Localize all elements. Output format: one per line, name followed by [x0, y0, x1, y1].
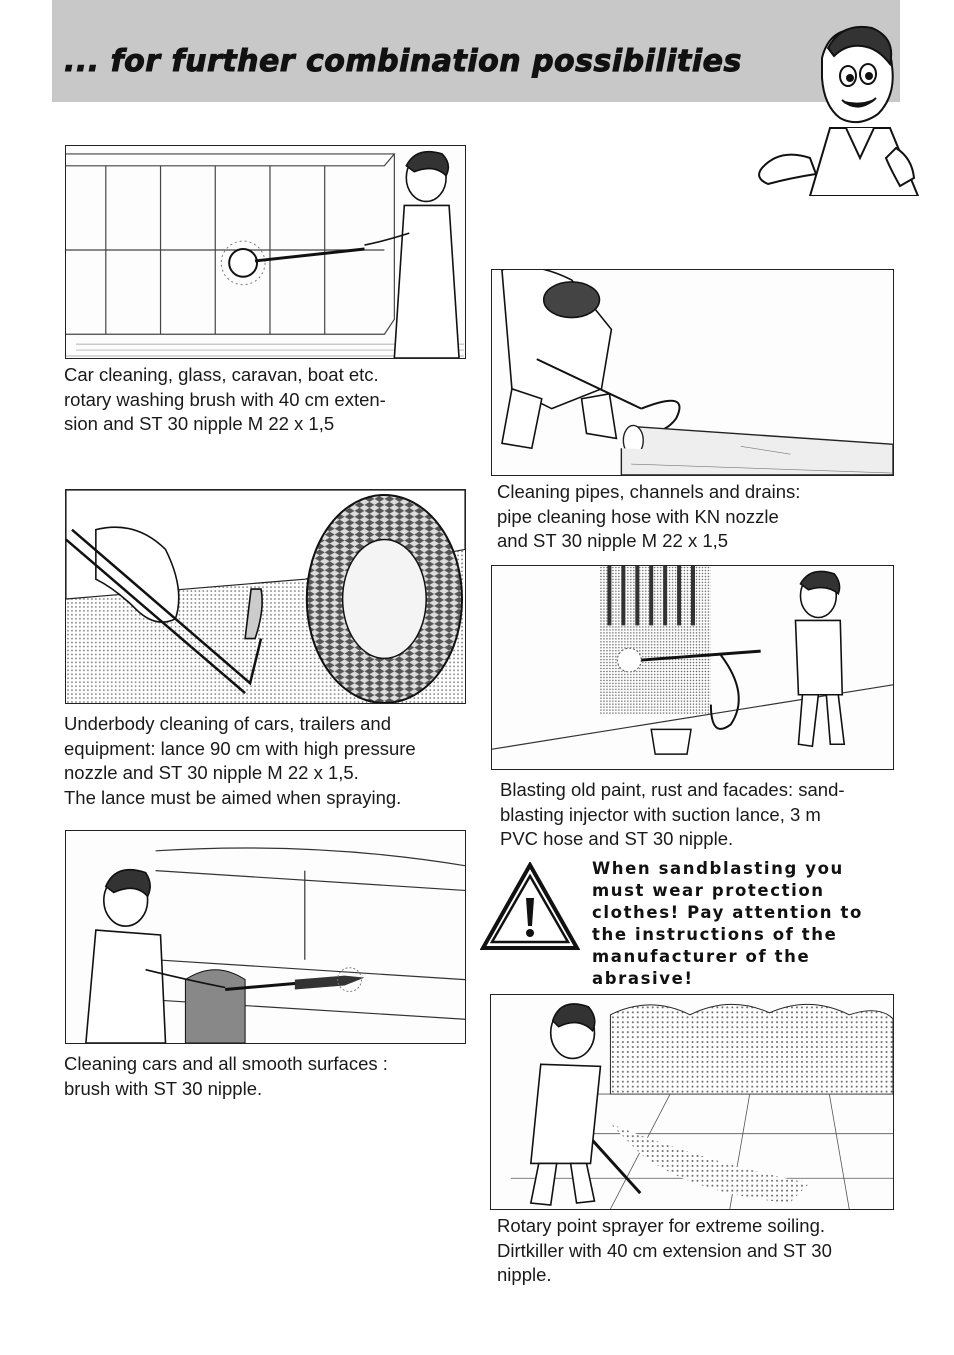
illustration-rotary-point-sprayer	[490, 994, 894, 1210]
illustration-sandblasting	[491, 565, 894, 770]
warning-text: When sandblasting you must wear protection clothes! Pay attention to the instructions of the manufacturer of the abrasive!	[592, 859, 863, 988]
caption-underbody-lance: Underbody cleaning of cars, trailers and equipment: lance 90 cm with high pressure nozzle and ST 30 nipple M 22 x 1,5. The lance must be aimed when spraying.	[64, 713, 416, 808]
caption-sandblasting: Blasting old paint, rust and facades: sand- blasting injector with suction lance, 3 m PVC hose and ST 30 nipple.	[500, 779, 845, 849]
caption-pipe-cleaning: Cleaning pipes, channels and drains: pipe cleaning hose with KN nozzle and ST 30 nipple M 22 x 1,5	[497, 481, 801, 551]
illustration-brush-smooth-surfaces	[65, 830, 466, 1044]
caption-rotary-washing-brush: Car cleaning, glass, caravan, boat etc. rotary washing brush with 40 cm exten- sion and ST 30 nipple M 22 x 1,5	[64, 364, 386, 434]
page-title: ... for further combination possibilities	[64, 44, 742, 79]
caption-rotary-point-sprayer: Rotary point sprayer for extreme soiling. Dirtkiller with 40 cm extension and ST 30 nipple.	[497, 1215, 832, 1285]
warning-triangle-icon	[480, 862, 580, 952]
mascot-illustration	[750, 18, 920, 196]
illustration-underbody-lance	[65, 489, 466, 704]
caption-brush-smooth-surfaces: Cleaning cars and all smooth surfaces : brush with ST 30 nipple.	[64, 1053, 388, 1099]
illustration-pipe-cleaning	[491, 269, 894, 476]
illustration-rotary-washing-brush	[65, 145, 466, 359]
